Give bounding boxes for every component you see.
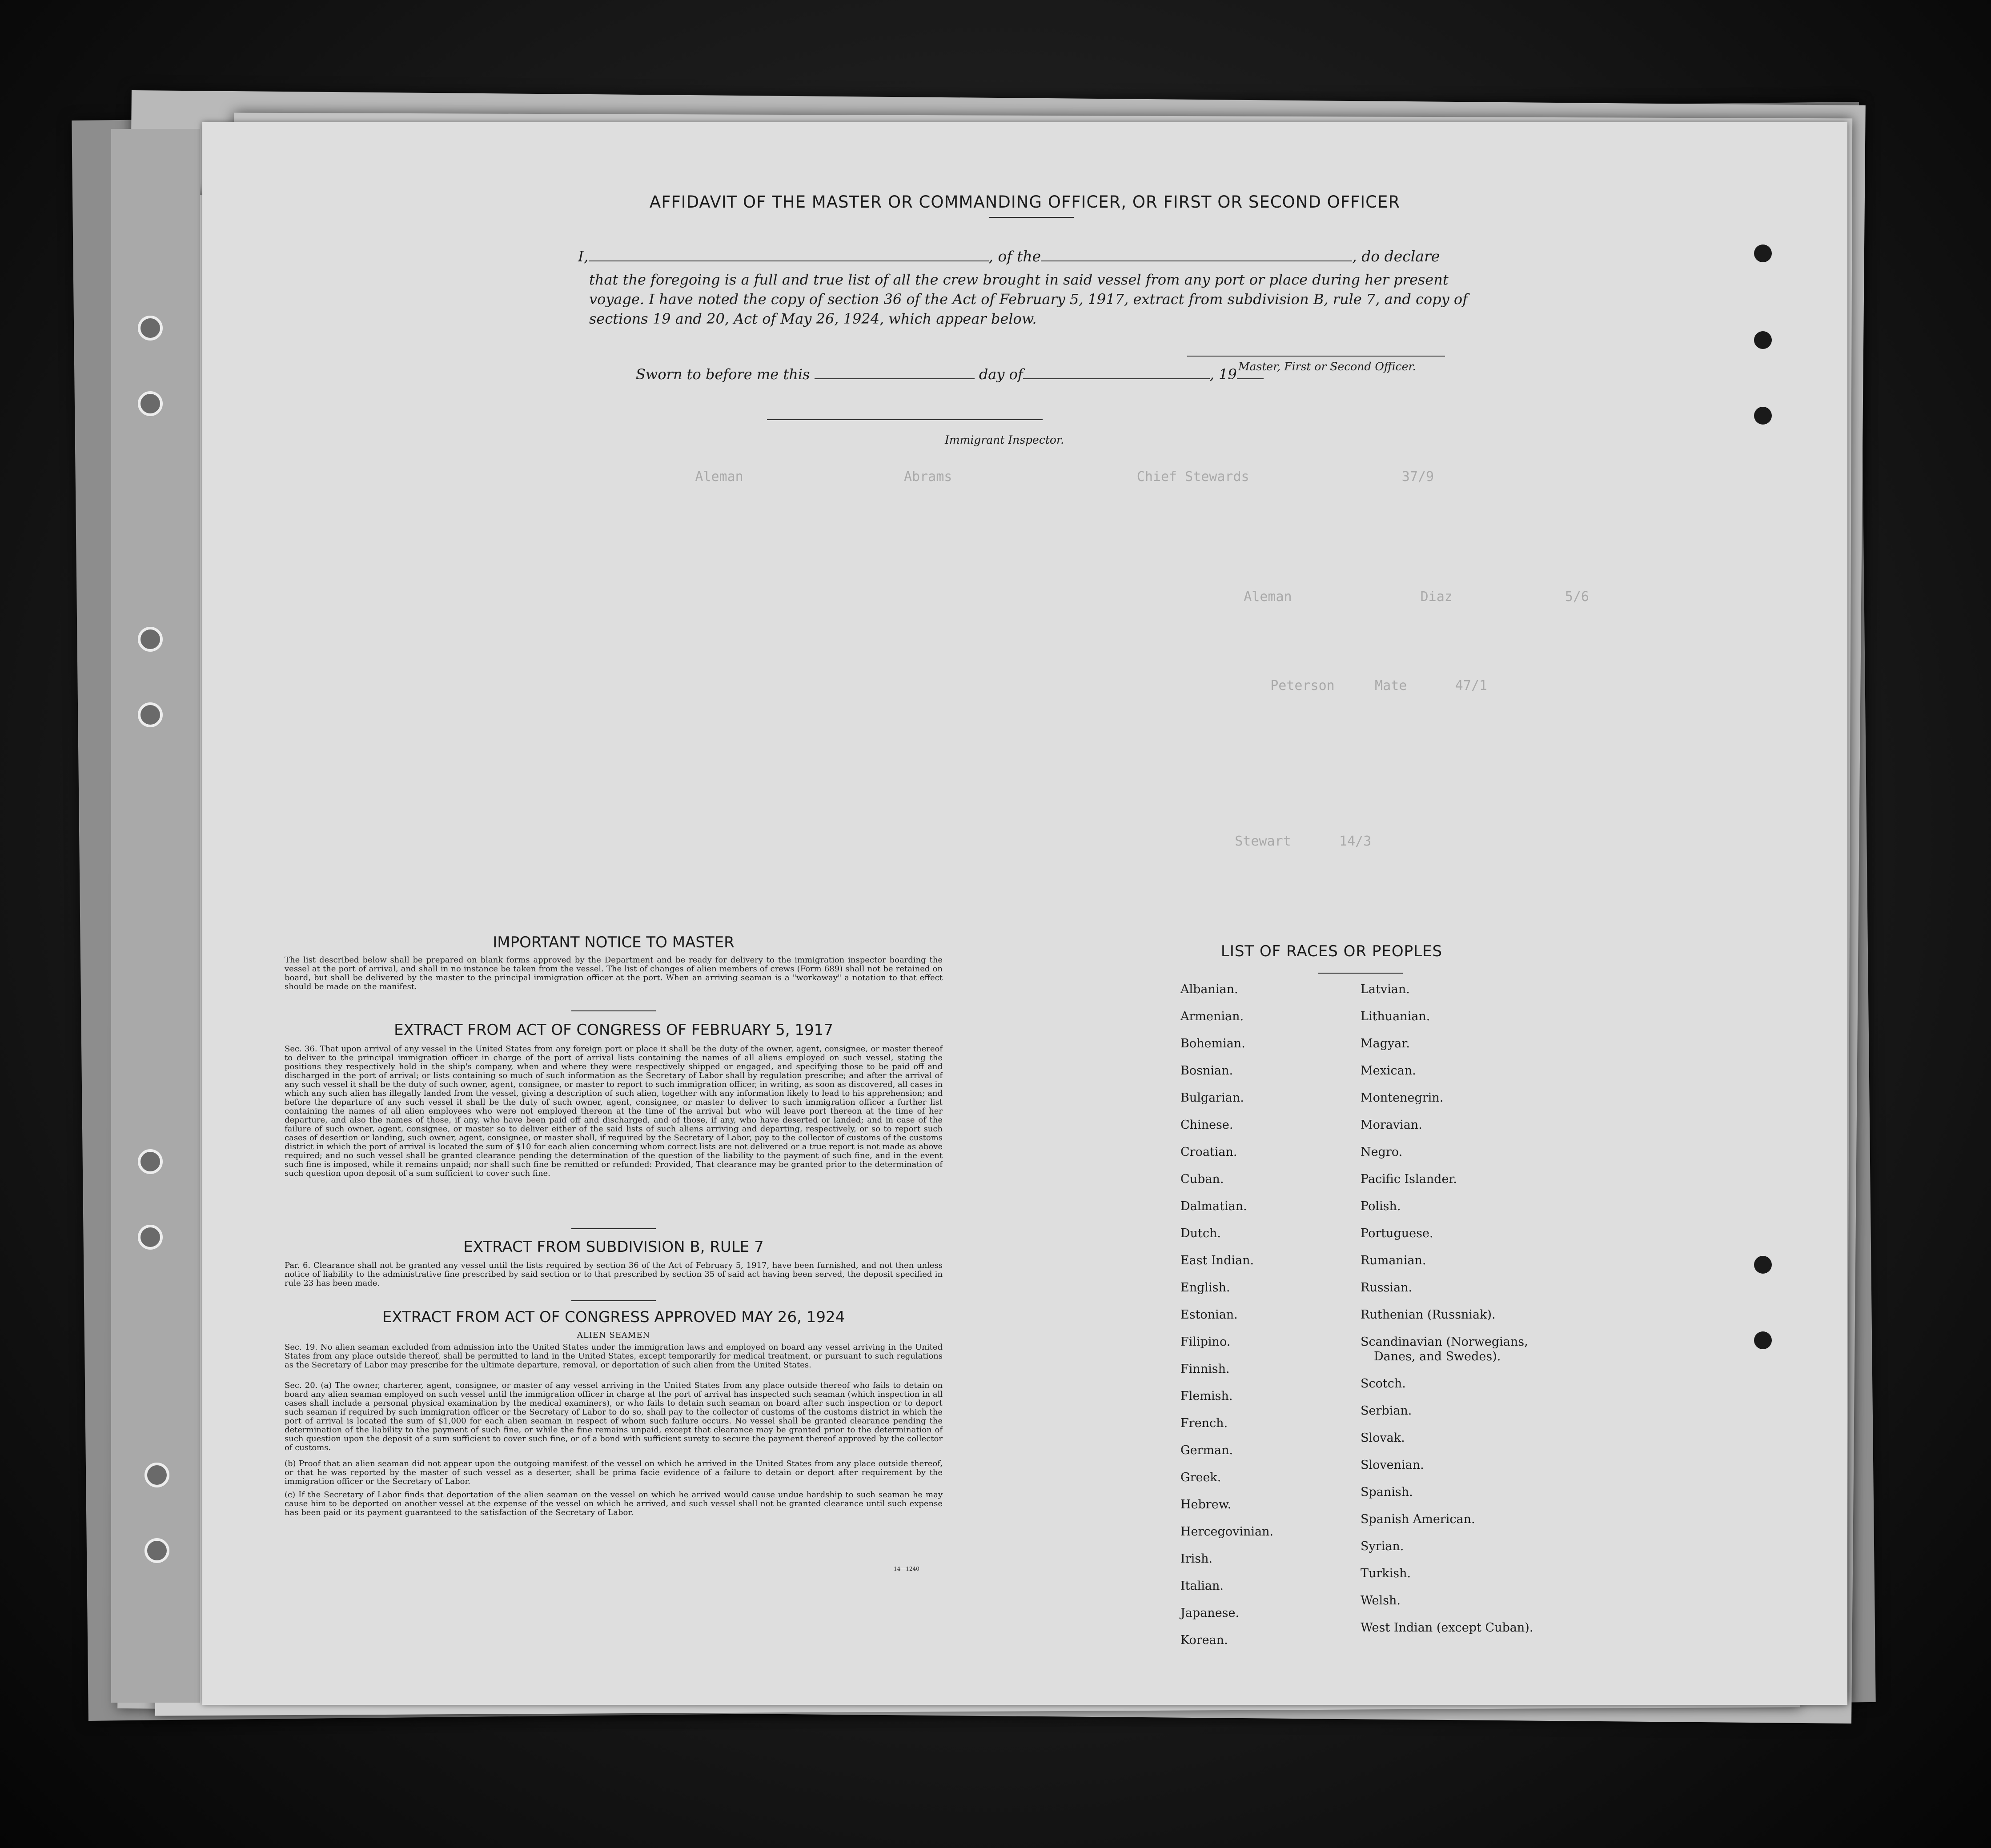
race-item: Croatian. [1180,1145,1237,1159]
notice-title: IMPORTANT NOTICE TO MASTER [493,934,735,951]
sworn-day-of: day of [979,366,1023,383]
declaration-line [578,248,1440,265]
race-item: Chinese. [1180,1118,1233,1132]
bleed-through-text: Peterson Mate 47/1 [1238,678,1487,694]
race-item: Bosnian. [1180,1064,1233,1078]
declaration-i: I, [578,248,589,265]
race-item: Montenegrin. [1361,1091,1444,1105]
sworn-day-blank [815,378,975,379]
race-item: Danes, and Swedes). [1374,1350,1501,1363]
race-item: Greek. [1180,1471,1221,1484]
races-title: LIST OF RACES OR PEOPLES [1220,942,1443,960]
race-item: Polish. [1361,1199,1401,1213]
race-item: Bulgarian. [1180,1091,1244,1105]
race-item: Finnish. [1180,1362,1230,1376]
race-item: Moravian. [1361,1118,1422,1132]
name-blank [589,260,989,261]
race-item: English. [1180,1281,1230,1295]
affidavit-body: that the foregoing is a full and true list of all the crew brought in said vessel from any port or place during her present voyage. I have noted the copy of section 36 of the Act of February 5, 1917, extract from subdivision B, rule 7, and copy of sections 19 and 20, Act of May 26, 1924, which appear below. [589,271,1468,327]
race-item: Korean. [1180,1633,1228,1647]
binder-hole [145,1463,169,1487]
binder-hole [138,1225,163,1250]
race-item: Scotch. [1361,1377,1406,1391]
race-item: Armenian. [1180,1010,1244,1023]
master-signature-line [1187,356,1445,357]
notice-text: The list described below shall be prepared on blank forms approved by the Department and be ready for delivery to the immigration inspector boarding the vessel at the port of arrival, and shall in no instance be taken from the vessel. The list of changes of alien members of crews (Form 689) shall not be retained on board, but shall be delivered by the master to the principal immigration officer at the port. When an arriving seaman is a "workaway" a notation to that effect should be made on the manifest. [285,955,943,991]
affidavit-title: AFFIDAVIT OF THE MASTER OR COMMANDING OFFICER, OR FIRST OR SECOND OFFICER [649,192,1401,212]
race-item: East Indian. [1180,1254,1254,1267]
race-item: Negro. [1361,1145,1403,1159]
race-item: Dutch. [1180,1227,1221,1240]
race-item: Rumanian. [1361,1254,1426,1267]
binder-hole [138,1149,163,1174]
race-item: Russian. [1361,1281,1413,1295]
race-item: Dalmatian. [1180,1199,1247,1213]
race-item: Syrian. [1361,1539,1404,1553]
race-item: Cuban. [1180,1172,1224,1186]
race-item: Hebrew. [1180,1498,1232,1511]
master-caption: Master, First or Second Officer. [1238,360,1416,373]
race-item: Spanish American. [1361,1512,1475,1526]
race-item: Lithuanian. [1361,1010,1430,1023]
extract-1924-title: EXTRACT FROM ACT OF CONGRESS APPROVED MAY 26, 1924 [382,1308,845,1326]
declaration-of-the: , of the [988,248,1041,265]
inspector-signature-line [767,419,1043,420]
bleed-through-text: Stewart 14/3 [1203,834,1372,849]
race-item: Italian. [1180,1579,1224,1593]
title-divider [989,217,1074,218]
declaration-declare: , do declare [1352,248,1440,265]
races-divider [1318,973,1403,974]
race-item: Turkish. [1361,1567,1411,1580]
extract-1917-title: EXTRACT FROM ACT OF CONGRESS OF FEBRUARY 5, 1917 [394,1021,833,1039]
race-item: Slovak. [1361,1431,1405,1445]
affidavit-page [202,122,1847,1705]
race-item: Irish. [1180,1552,1213,1566]
extract-1924-sec20c: (c) If the Secretary of Labor finds that deportation of the alien seaman on the vessel on which he arrived would cause undue hardship to such seaman he may cause him to be deported on another vessel at the expense of the vessel on which he arrived, and such vessel shall not be granted clearance until such expense has been paid or its payment guaranteed to the satisfaction of the Secretary of Labor. [285,1490,943,1517]
sworn-month-blank [1023,378,1210,379]
race-item: Filipino. [1180,1335,1231,1349]
section-divider [571,1010,656,1011]
section-divider [571,1300,656,1301]
vessel-blank [1041,260,1352,261]
section-divider [571,1228,656,1229]
bleed-through-text: Aleman Diaz 5/6 [1212,589,1589,605]
sworn-line [636,366,1264,383]
race-item: Serbian. [1361,1404,1412,1418]
extract-1924-subtitle: ALIEN SEAMEN [577,1331,650,1340]
race-item: Spanish. [1361,1485,1413,1499]
extract-1924-sec20a: Sec. 20. (a) The owner, charterer, agent, consignee, or master of any vessel arriving in the United States from any place outside thereof who fails to detain on board any alien seaman employed on such vessel until the immigration officer in charge at the port of arrival has inspected such seaman (which inspection in all cases shall include a personal physical examination by the medical examiners), or who fails to detain such seaman on board after such inspection or to deport such seaman if required by such immigration officer or the Secretary of Labor to do so, shall pay to the collector of customs of the customs district in which the port of arrival is located the sum of $1,000 for each alien seaman in respect of whom such failure occurs. No vessel shall be granted clearance pending the determination of the liability to the payment of such fine, or while the fine remains unpaid, except that clearance may be granted prior to the determination of such question upon the deposit of a sum sufficient to cover such fine, or of a bond with sufficient surety to secure the payment thereof approved by the collector of customs. [285,1381,943,1452]
extract-1924-sec20b: (b) Proof that an alien seaman did not appear upon the outgoing manifest of the vessel on which he arrived in the United States from any place outside thereof, or that he was reported by the master of such vessel as a deserter, shall be prima facie evidence of a failure to detain or deport after requirement by the immigration officer or the Secretary of Labor. [285,1459,943,1486]
punch-hole [1754,1331,1772,1349]
binder-hole [138,316,163,341]
extract-rule7-text: Par. 6. Clearance shall not be granted any vessel until the lists required by section 36 of the Act of February 5, 1917, have been furnished, and not then unless notice of liability to the administrative fine prescribed by said section or to that prescribed by section 35 of said act having been served, the deposit specified in rule 23 has been made. [285,1261,943,1288]
race-item: Hercegovinian. [1180,1525,1274,1539]
sworn-prefix: Sworn to before me this [636,366,810,383]
punch-hole [1754,245,1772,262]
race-item: Estonian. [1180,1308,1238,1322]
binder-hole [138,391,163,416]
extract-rule7-title: EXTRACT FROM SUBDIVISION B, RULE 7 [463,1238,764,1256]
race-item: Magyar. [1361,1037,1410,1050]
race-item: Slovenian. [1361,1458,1424,1472]
binder-hole [138,702,163,727]
race-item: Scandinavian (Norwegians, [1361,1335,1528,1349]
race-item: Flemish. [1180,1389,1233,1403]
race-item: German. [1180,1443,1233,1457]
form-code: 14—1240 [894,1566,919,1572]
race-item: Japanese. [1180,1606,1240,1620]
binder-hole [138,627,163,652]
sworn-year: , 19 [1209,366,1237,383]
extract-1924-sec19: Sec. 19. No alien seaman excluded from admission into the United States under the immigration laws and employed on board any vessel arriving in the United States from any place outside thereof, shall be permitted to land in the United States, except temporarily for medical treatment, or pursuant to such regulations as the Secretary of Labor may prescribe for the ultimate departure, removal, or deportation of such alien from the United States. [285,1343,943,1370]
race-item: Ruthenian (Russniak). [1361,1308,1496,1322]
punch-hole [1754,331,1772,349]
race-item: French. [1180,1416,1228,1430]
race-item: Latvian. [1361,982,1410,996]
sworn-year-blank [1237,378,1264,379]
race-item: Portuguese. [1361,1227,1433,1240]
race-item: Bohemian. [1180,1037,1245,1050]
binder-hole [145,1538,169,1563]
race-item: Mexican. [1361,1064,1416,1078]
punch-hole [1754,407,1772,425]
punch-hole [1754,1256,1772,1274]
bleed-through-text: Aleman Abrams Chief Stewards 37/9 [647,469,1434,485]
race-item: Albanian. [1180,982,1238,996]
race-item: Pacific Islander. [1361,1172,1457,1186]
race-item: Welsh. [1361,1594,1401,1607]
race-item: West Indian (except Cuban). [1361,1621,1533,1635]
inspector-caption: Immigrant Inspector. [945,433,1064,446]
extract-1917-text: Sec. 36. That upon arrival of any vessel in the United States from any foreign port or place it shall be the duty of the owner, agent, consignee, or master thereof to deliver to the principal immigration officer in charge of the port of arrival lists containing the names of all aliens employed on such vessel, stating the positions they respectively hold in the ship's company, when and where they were respectively shipped or engaged, and specifying those to be paid off and discharged in the port of arrival; or lists containing so much of such information as the Secretary of Labor shall by regulation prescribe; and after the arrival of any such vessel it shall be the duty of such owner, agent, consignee, or master to report to such immigration officer, in writing, as soon as discovered, all cases in which any such alien has illegally landed from the vessel, giving a description of such alien, together with any information likely to lead to his apprehension; and before the departure of any such vessel it shall be the duty of such owner, agent, consignee, or master to deliver to such immigration officer a further list containing the names of all alien employees who were not employed thereon at the time of the arrival but who will leave port thereon at the time of her departure, and also the names of those, if any, who have been paid off and discharged, and of those, if any, who have deserted or landed; and in case of the failure of such owner, agent, consignee, or master so to deliver either of the said lists of such aliens arriving and departing, respectively, or so to report such cases of desertion or landing, such owner, agent, consignee, or master shall, if required by the Secretary of Labor, pay to the collector of customs of the customs district in which the port of arrival is located the sum of $10 for each alien concerning whom correct lists are not delivered or a true report is not made as above required; and no such vessel shall be granted clearance pending the determination of the question of the liability to the payment of such fine, and in the event such fine is imposed, while it remains unpaid; nor shall such fine be remitted or refunded: Provided, That clearance may be granted prior to the determination of such question upon deposit of a sum sufficient to cover such fine. [285,1044,943,1178]
